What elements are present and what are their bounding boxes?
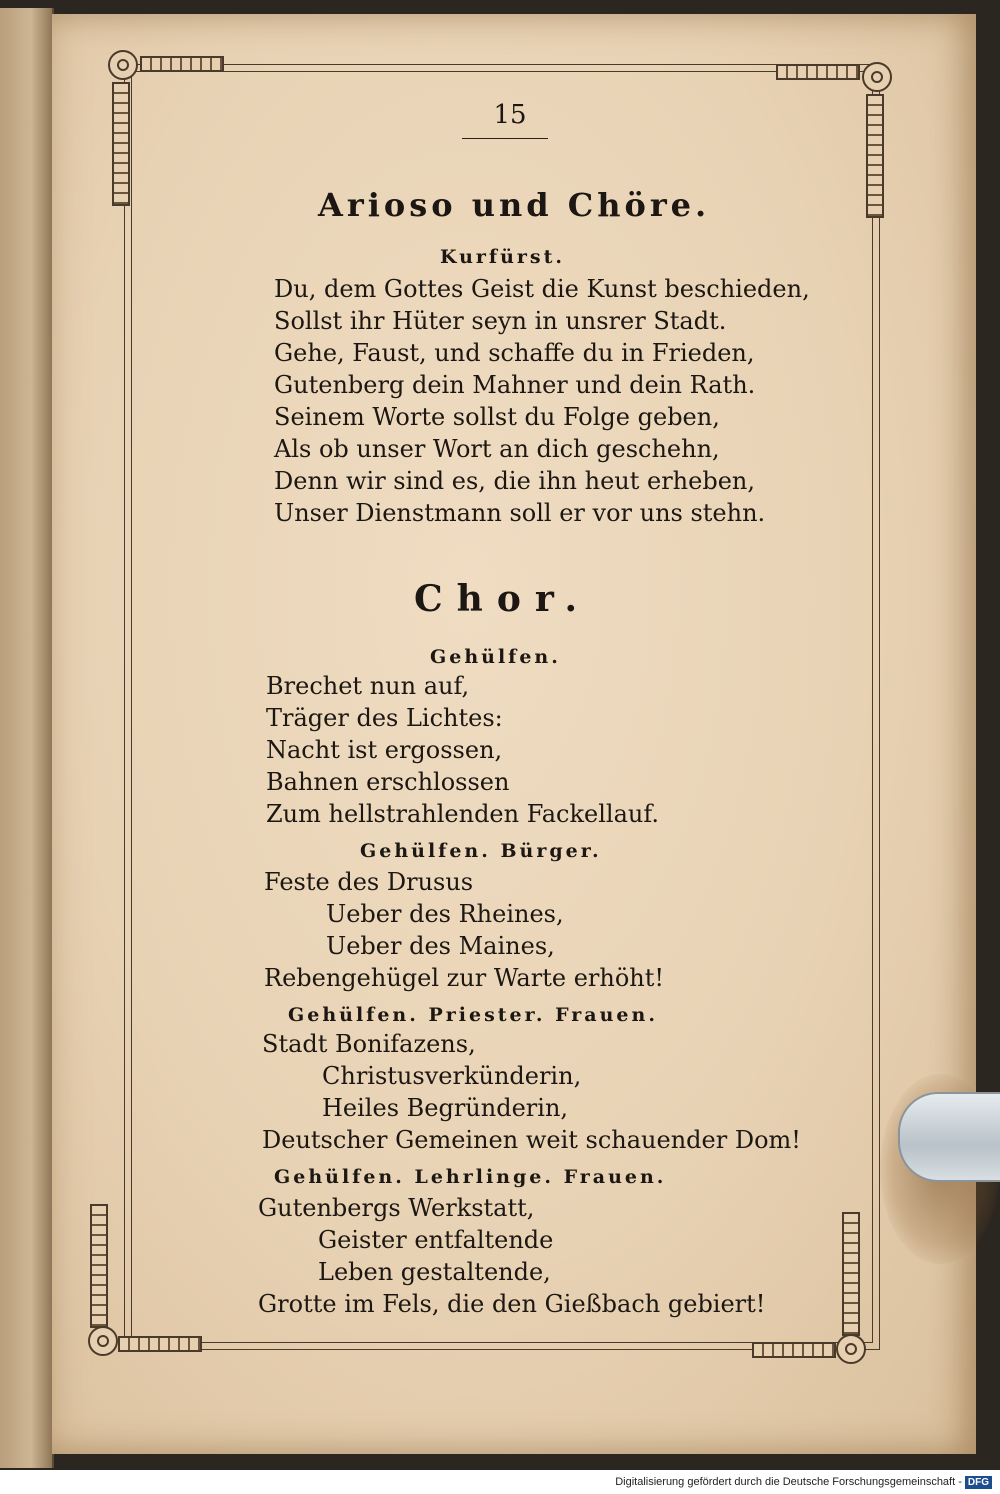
- corner-ornament-bottom-left: [88, 1326, 118, 1356]
- verse-line: Rebengehügel zur Warte erhöht!: [264, 964, 665, 992]
- ornament-column-bottom-right: [842, 1212, 860, 1336]
- credit-text: Digitalisierung gefördert durch die Deutsche Forschungsgemeinschaft -: [615, 1476, 962, 1488]
- ornament-column-bottom-left: [90, 1204, 108, 1328]
- verse-line: Gutenberg dein Mahner und dein Rath.: [274, 371, 756, 399]
- ornament-bar-top-right: [776, 64, 860, 80]
- speaker-label: Gehülfen.: [430, 646, 561, 668]
- verse-line: Denn wir sind es, die ihn heut erheben,: [274, 467, 755, 495]
- verse-line: Heiles Begründerin,: [322, 1094, 569, 1122]
- verse-line: Deutscher Gemeinen weit schauender Dom!: [262, 1126, 801, 1154]
- verse-line: Seinem Worte sollst du Folge geben,: [274, 403, 720, 431]
- verse-line: Ueber des Rheines,: [326, 900, 564, 928]
- speaker-label: Kurfürst.: [440, 246, 566, 268]
- verse-line: Feste des Drusus: [264, 868, 474, 896]
- ornament-bar-bottom-left: [118, 1336, 202, 1352]
- verse-line: Sollst ihr Hüter seyn in unsrer Stadt.: [274, 307, 727, 335]
- corner-ornament-top-right: [862, 62, 892, 92]
- verse-line: Nacht ist ergossen,: [266, 736, 503, 764]
- corner-ornament-bottom-right: [836, 1334, 866, 1364]
- verse-line: Stadt Bonifazens,: [262, 1030, 476, 1058]
- verse-line: Christusverkünderin,: [322, 1062, 582, 1090]
- verse-line: Du, dem Gottes Geist die Kunst beschieden,: [274, 275, 810, 303]
- verse-line: Gehe, Faust, und schaffe du in Frieden,: [274, 339, 755, 367]
- facing-page-edge: [0, 8, 54, 1468]
- verse-line: Grotte im Fels, die den Gießbach gebiert!: [258, 1290, 766, 1318]
- dfg-logo: DFG: [965, 1476, 992, 1489]
- speaker-label: Gehülfen. Bürger.: [360, 840, 602, 862]
- page-clip: [898, 1092, 1000, 1182]
- ornament-bar-bottom-right: [752, 1342, 836, 1358]
- page-number-rule: [462, 138, 548, 139]
- verse-line: Ueber des Maines,: [326, 932, 555, 960]
- speaker-label: Gehülfen. Priester. Frauen.: [288, 1004, 658, 1026]
- verse-line: Gutenbergs Werkstatt,: [258, 1194, 535, 1222]
- verse-line: Als ob unser Wort an dich geschehn,: [274, 435, 720, 463]
- verse-line: Zum hellstrahlenden Fackellauf.: [266, 800, 660, 828]
- corner-ornament-top-left: [108, 50, 138, 80]
- page-number: 15: [493, 100, 527, 130]
- section-heading-chor: Chor.: [414, 578, 592, 620]
- verse-line: Träger des Lichtes:: [266, 704, 503, 732]
- section-heading-arioso: Arioso und Chöre.: [318, 186, 711, 224]
- ornament-bar-top-left: [140, 56, 224, 72]
- verse-line: Unser Dienstmann soll er vor uns stehn.: [274, 499, 766, 527]
- ornament-column-top-right: [866, 94, 884, 218]
- speaker-label: Gehülfen. Lehrlinge. Frauen.: [274, 1166, 667, 1188]
- verse-line: Bahnen erschlossen: [266, 768, 510, 796]
- digitization-credit: [560, 1476, 992, 1489]
- verse-line: Geister entfaltende: [318, 1226, 554, 1254]
- verse-line: Leben gestaltende,: [318, 1258, 551, 1286]
- ornament-column-top-left: [112, 82, 130, 206]
- verse-line: Brechet nun auf,: [266, 672, 470, 700]
